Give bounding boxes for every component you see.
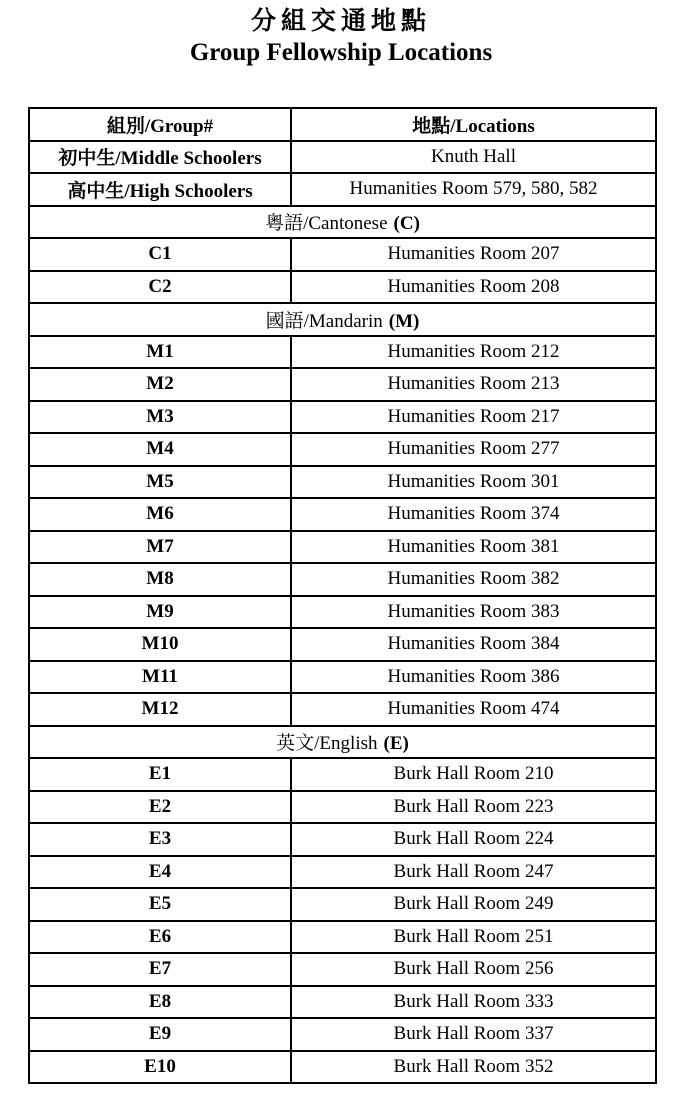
table-row [29,433,656,466]
group-cell: E8 [29,986,291,1019]
group-cell: C2 [29,271,291,304]
header-group-cell: 組別/Group# [29,108,291,141]
location-cell: Humanities Room 384 [291,628,656,661]
table-row [29,661,656,694]
group-cell: 高中生/High Schoolers [29,173,291,206]
location-cell: Humanities Room 383 [291,596,656,629]
table-row [29,791,656,824]
group-cell: M12 [29,693,291,726]
table-row [29,401,656,434]
table-row [29,336,656,369]
table-row [29,921,656,954]
group-cell: M5 [29,466,291,499]
table-row [29,238,656,271]
location-cell: Burk Hall Room 210 [291,758,656,791]
group-cell: E5 [29,888,291,921]
group-cell: E6 [29,921,291,954]
group-cell: M11 [29,661,291,694]
table-row [29,141,656,174]
group-cell: M1 [29,336,291,369]
table-row [29,531,656,564]
section-code: (M) [388,310,420,332]
table-row [29,596,656,629]
table-row [29,823,656,856]
table-row [29,271,656,304]
location-cell: Burk Hall Room 333 [291,986,656,1019]
table-row [29,466,656,499]
page-title-english: Group Fellowship Locations [189,39,493,66]
locations-table-container [28,107,657,1084]
locations-table [28,107,657,1084]
table-row [29,888,656,921]
group-cell: M10 [29,628,291,661]
location-cell: Burk Hall Room 249 [291,888,656,921]
location-cell: Burk Hall Room 223 [291,791,656,824]
table-row [29,1018,656,1051]
location-cell: Burk Hall Room 256 [291,953,656,986]
location-cell: Humanities Room 208 [291,271,656,304]
location-cell: Humanities Room 212 [291,336,656,369]
group-cell: E2 [29,791,291,824]
location-cell: Burk Hall Room 251 [291,921,656,954]
section-header-cell [29,206,656,239]
table-row [29,758,656,791]
group-cell: M8 [29,563,291,596]
group-cell: M3 [29,401,291,434]
group-cell: E4 [29,856,291,889]
group-cell: E1 [29,758,291,791]
location-cell: Humanities Room 382 [291,563,656,596]
group-cell: M2 [29,368,291,401]
section-code: (C) [393,213,420,235]
location-cell: Humanities Room 386 [291,661,656,694]
location-cell: Humanities Room 374 [291,498,656,531]
table-row [29,173,656,206]
section-row-cantonese [29,206,656,239]
location-cell: Humanities Room 474 [291,693,656,726]
location-cell: Burk Hall Room 337 [291,1018,656,1051]
table-row [29,693,656,726]
group-cell: M6 [29,498,291,531]
table-row [29,1051,656,1084]
group-cell: M7 [29,531,291,564]
group-cell: C1 [29,238,291,271]
group-cell: E10 [29,1051,291,1084]
section-row-english [29,726,656,759]
section-label: 英文/English [276,733,378,755]
location-cell: Humanities Room 207 [291,238,656,271]
group-cell: M9 [29,596,291,629]
header-location-cell: 地點/Locations [291,108,656,141]
location-cell: Knuth Hall [291,141,656,174]
location-cell: Burk Hall Room 224 [291,823,656,856]
location-cell: Humanities Room 301 [291,466,656,499]
location-cell: Humanities Room 277 [291,433,656,466]
location-cell: Burk Hall Room 352 [291,1051,656,1084]
section-code: (E) [383,733,409,755]
group-cell: E7 [29,953,291,986]
table-row [29,368,656,401]
page-title-chinese: 分組交通地點 [250,8,431,35]
section-label: 粵語/Cantonese [265,213,388,235]
location-cell: Humanities Room 217 [291,401,656,434]
table-row [29,498,656,531]
table-row [29,628,656,661]
table-row [29,986,656,1019]
group-cell: E3 [29,823,291,856]
table-row [29,953,656,986]
table-row [29,856,656,889]
section-row-mandarin [29,303,656,336]
table-row [29,563,656,596]
location-cell: Humanities Room 213 [291,368,656,401]
section-header-cell [29,726,656,759]
location-cell: Burk Hall Room 247 [291,856,656,889]
group-cell: 初中生/Middle Schoolers [29,141,291,174]
group-cell: E9 [29,1018,291,1051]
group-cell: M4 [29,433,291,466]
location-cell: Humanities Room 579, 580, 582 [291,173,656,206]
table-header-row [29,108,656,141]
section-label: 國語/Mandarin [265,310,383,332]
section-header-cell [29,303,656,336]
location-cell: Humanities Room 381 [291,531,656,564]
